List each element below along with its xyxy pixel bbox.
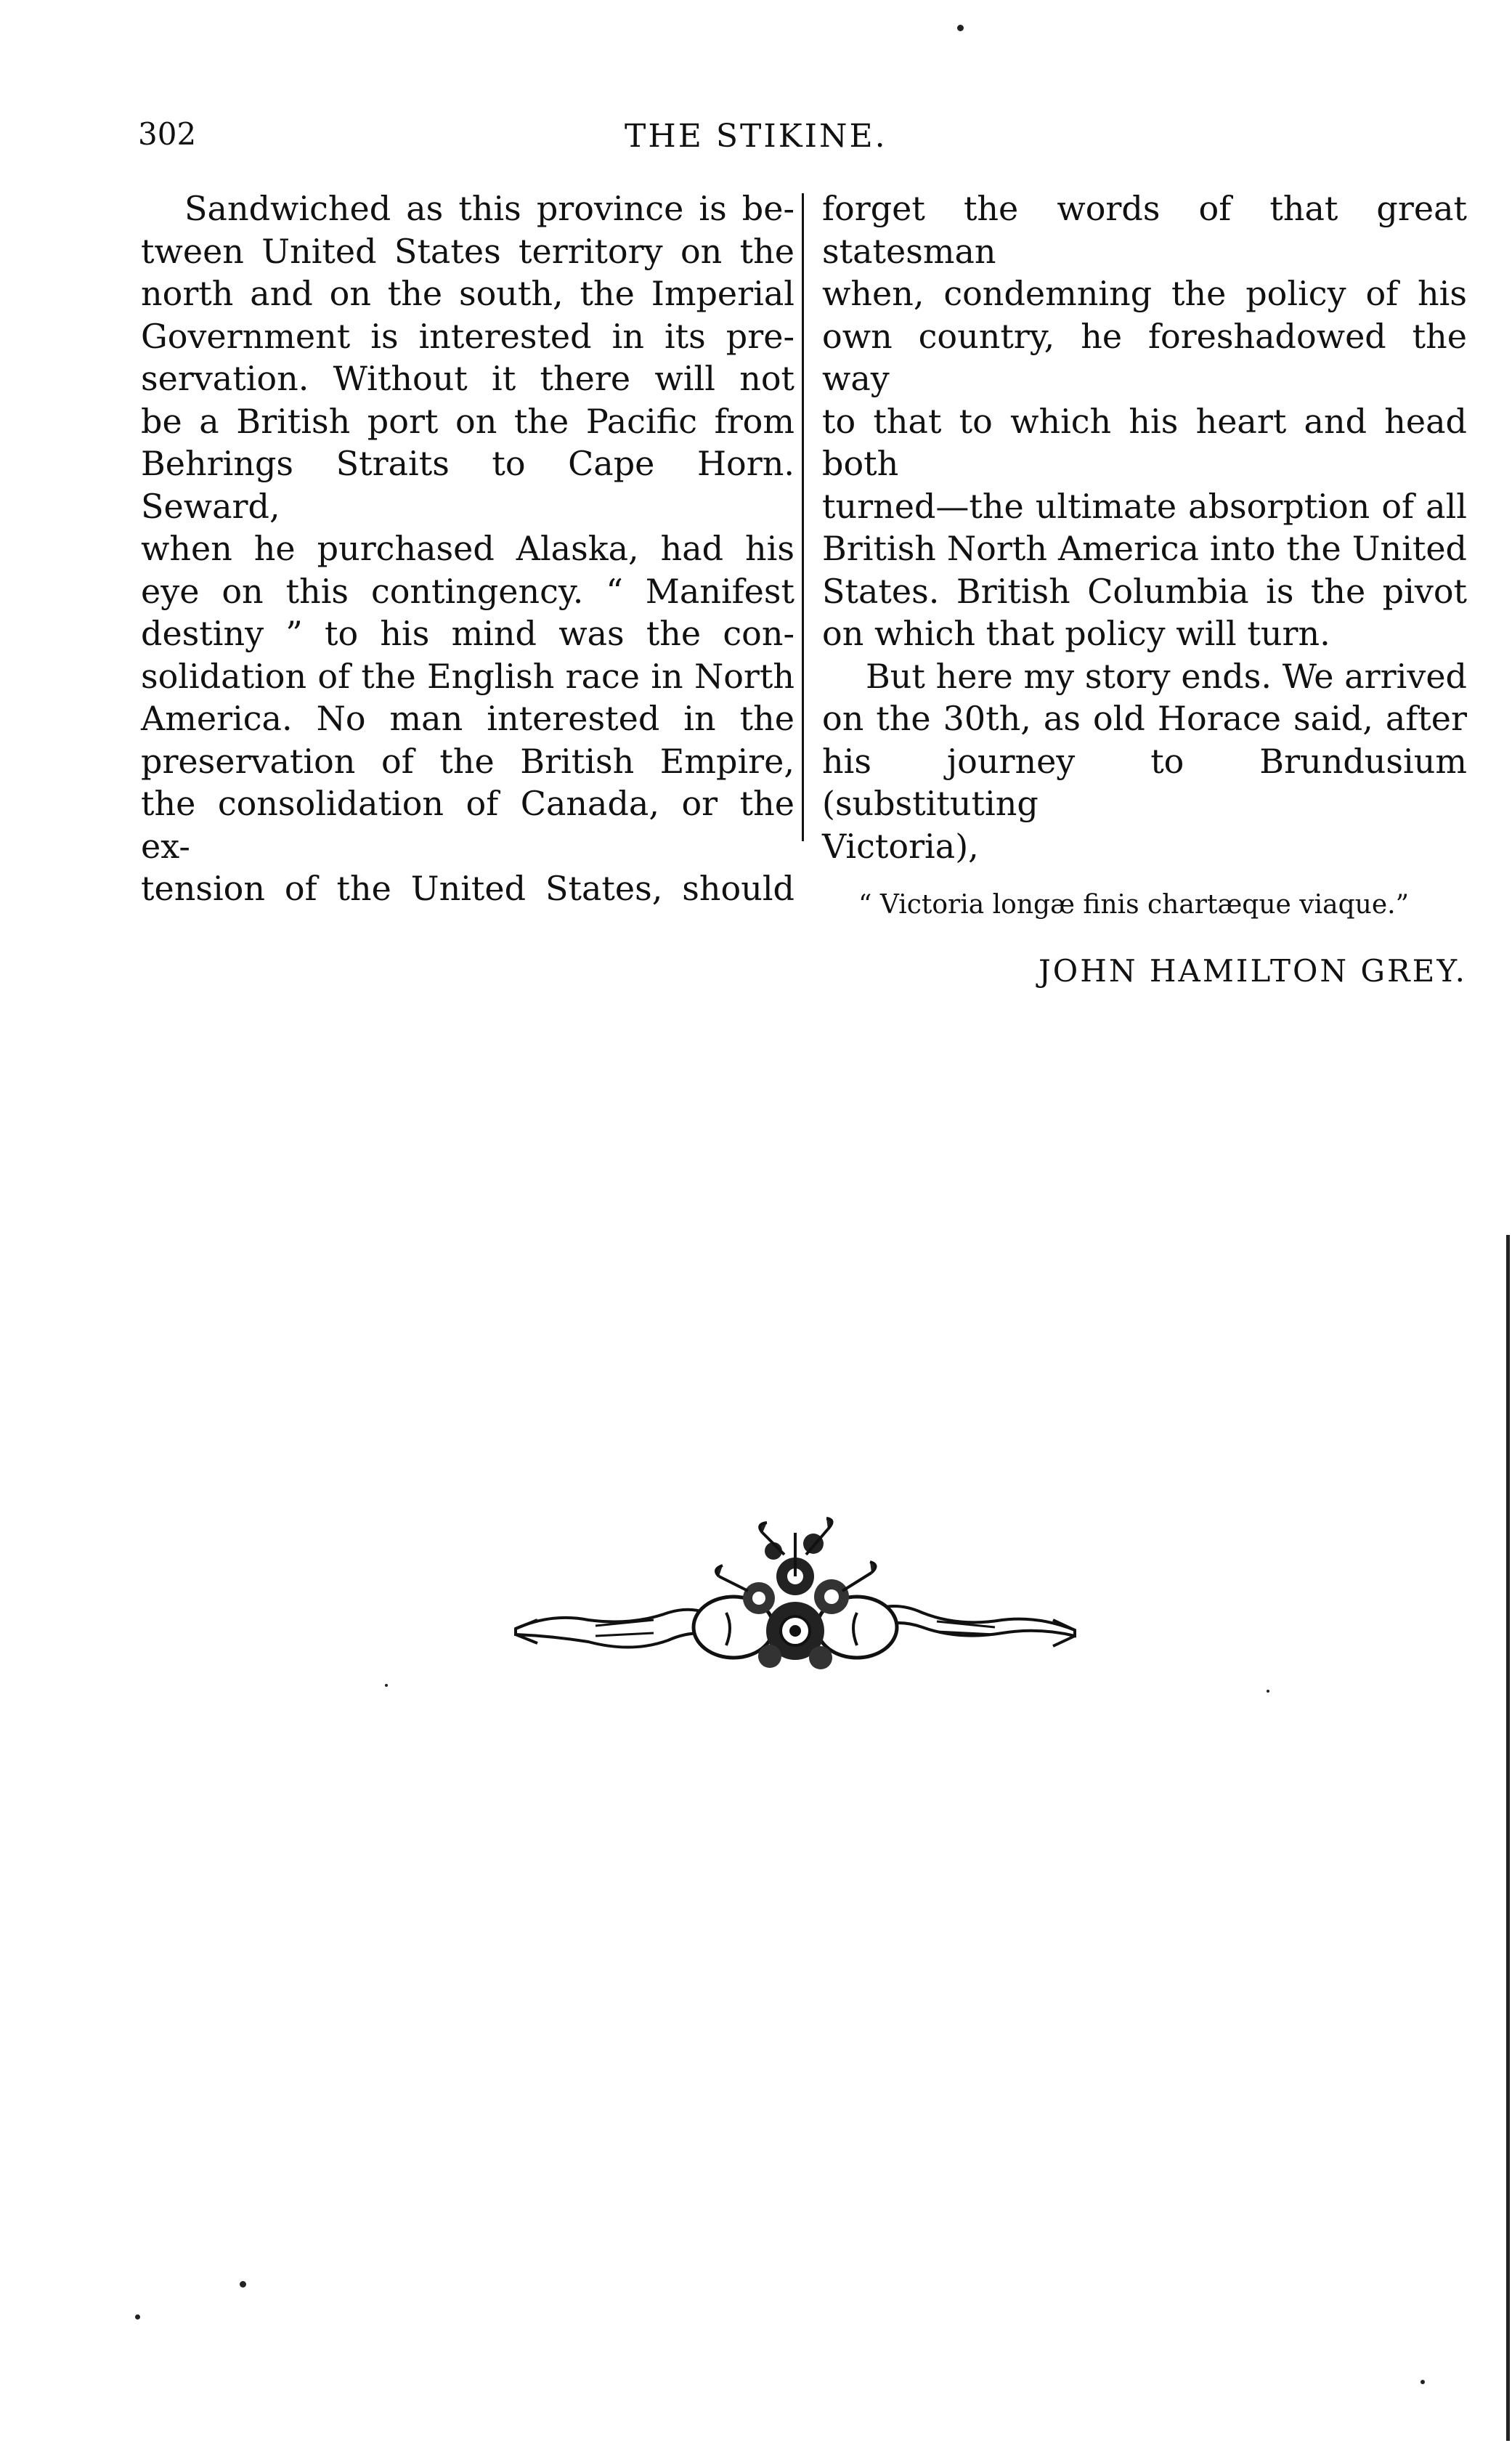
text-line: Behrings Straits to Cape Horn. Seward, — [141, 444, 794, 526]
text-line: Government is interested in its pre- — [141, 316, 794, 356]
text-line: be a British port on the Pacific from — [141, 401, 794, 441]
text-line: his journey to Brundusium (substituting — [822, 741, 1467, 823]
text-line: preservation of the British Empire, — [141, 741, 794, 781]
text-line: forget the words of that great statesman — [822, 189, 1467, 271]
text-line: the consolidation of Canada, or the ex- — [141, 784, 794, 866]
running-title: THE STIKINE. — [625, 118, 887, 155]
text-line: eye on this contingency. “ Manifest — [141, 571, 794, 611]
text-line: when, condemning the policy of his — [822, 274, 1467, 313]
text-line: own country, he foreshadowed the way — [822, 316, 1467, 398]
right-column — [822, 187, 1467, 993]
text-line: States. British Columbia is the pivot — [822, 571, 1467, 611]
page-speck — [240, 2281, 246, 2288]
text-line: north and on the south, the Imperial — [141, 274, 794, 313]
text-line: servation. Without it there will not — [141, 359, 794, 398]
page-speck — [1267, 1690, 1269, 1693]
page-speck — [957, 25, 964, 31]
text-line: turned—the ultimate absorption of all — [822, 486, 1467, 526]
text-line: America. No man interested in the — [141, 699, 794, 738]
text-line: Sandwiched as this province is be- — [184, 189, 794, 228]
latin-quote: “ Victoria longæ finis chartæque viaque.” — [858, 890, 1409, 920]
text-line: destiny ” to his mind was the con- — [141, 614, 794, 653]
text-line: tension of the United States, should — [141, 869, 794, 908]
text-line: on the 30th, as old Horace said, after — [822, 699, 1467, 738]
page-number: 302 — [138, 116, 197, 152]
floral-ribbon-ornament-icon — [508, 1511, 1082, 1685]
text-line: Victoria), — [822, 826, 979, 866]
left-column — [141, 187, 794, 910]
text-line: But here my story ends. We arrived — [866, 656, 1467, 696]
text-line: tween United States territory on the — [141, 231, 794, 271]
text-line: when he purchased Alaska, had his — [141, 529, 794, 568]
page-speck — [135, 2314, 140, 2320]
page-speck — [385, 1684, 388, 1687]
column-divider — [802, 193, 804, 841]
page-speck — [1420, 2380, 1425, 2384]
text-line: to that to which his heart and head both — [822, 401, 1467, 483]
text-line: British North America into the United — [822, 529, 1467, 568]
scan-edge — [1506, 1235, 1510, 2441]
text-line: on which that policy will turn. — [822, 614, 1330, 653]
author-signature: JOHN HAMILTON GREY. — [1038, 953, 1467, 989]
text-line: solidation of the English race in North — [141, 656, 794, 696]
